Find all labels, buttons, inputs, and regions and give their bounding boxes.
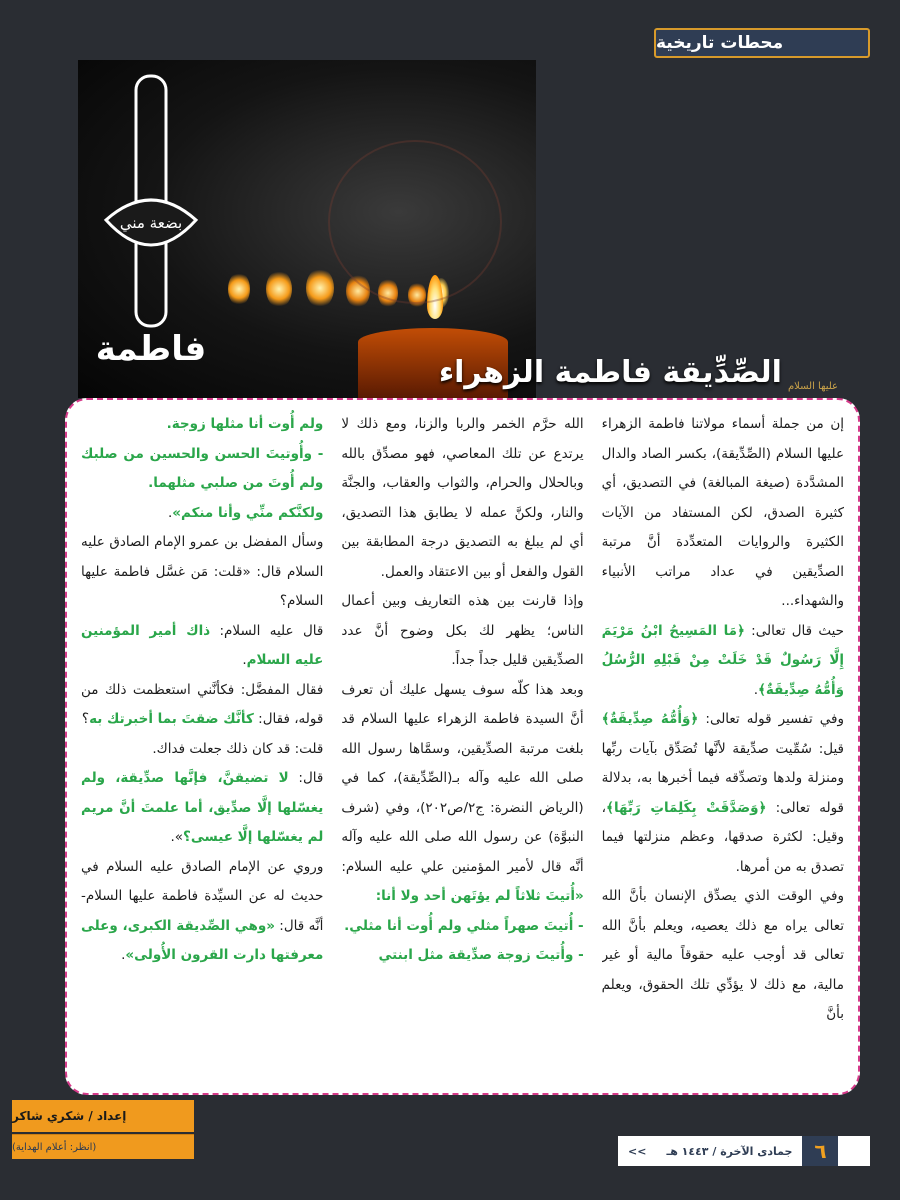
paragraph <box>341 410 583 587</box>
quote-text: - وأُوتيتَ الحسن والحسين من صلبك ولم أُوتَ من صلبي مثلهما. <box>81 445 324 491</box>
paragraph <box>81 528 323 617</box>
paragraph <box>602 882 844 1030</box>
credit-box <box>12 1100 194 1160</box>
source-note: (انظر: أعلام الهداية) <box>12 1134 194 1159</box>
calligraphy-sub-text: بضعة مني <box>119 214 183 232</box>
quote-text: ولم أُوت أنا مثلها زوجة. <box>166 416 324 432</box>
section-label: محطات تاريخية <box>654 28 870 58</box>
body-text: إن من جملة أسماء مولاتنا فاطمة الزهراء عليها السلام (الصِّدِّيقة)، بكسر الصاد والدال المشدَّدة (صيغة المبالغة) في التصديق، أي كثيرة الصدق، لكن المستفاد من الآيات الكثيرة والروايات المتعدِّدة أنَّ مرتبة الصدِّيقين في عداد مراتب الأنبياء والشهداء... <box>601 416 844 609</box>
paragraph <box>81 617 323 676</box>
quote-text: ولكنَّكم منِّي وأنا منكم» <box>172 504 324 521</box>
column-middle <box>341 410 583 1083</box>
body-text: . <box>753 681 758 698</box>
body-text: ؟ <box>81 711 90 727</box>
body-text: ، وقيل: لكثرة صدقها، وعظم منزلتها فيما تصدق به من أمرها. <box>601 799 844 875</box>
paragraph <box>81 676 323 735</box>
body-text: قال: <box>288 770 324 786</box>
article-body <box>65 398 860 1095</box>
issue-date: جمادى الآخرة / ١٤٤٣ هـ <box>666 1144 793 1158</box>
paragraph <box>81 735 323 765</box>
quote-text: «أُتيتَ ثلاثاً لم يؤتَهن أحد ولا أنا: <box>375 888 584 904</box>
body-text: قيل: سُمِّيت صدِّيقة لأنَّها تُصَدِّق بآيات ربِّها ومنزلة ولدها وتصدِّقه فيما أخبرها به، بدلالة قوله تعالى: <box>601 740 844 816</box>
paragraph <box>81 410 323 440</box>
body-text: وفي تفسير قوله تعالى: <box>698 711 844 727</box>
body-text: حيث قال تعالى: <box>744 622 844 639</box>
paragraph <box>341 912 583 942</box>
article-title-band <box>78 345 838 400</box>
paragraph <box>81 499 323 529</box>
body-text: وفي الوقت الذي يصدِّق الإنسان بأنَّ الله تعالى يراه مع ذلك يعصيه، ويعلم بأنَّ الله تعالى قد أوجب عليه حقوقاً مالية أو غير مالية، مع ذلك لا يؤدِّي تلك الحقوق، ويعلم بأنَّ <box>601 888 844 1022</box>
title-honorific: عليها السلام <box>787 381 838 392</box>
article-title: الصِّدِّيقة فاطمة الزهراء <box>438 355 782 390</box>
paragraph <box>81 440 323 499</box>
body-text: وإذا قارنت بين هذه التعاريف وبين أعمال الناس؛ يظهر لك بكل وضوح أنَّ عدد الصدِّيقين قليل جداً جداً. <box>341 593 584 668</box>
body-text: قال عليه السلام: <box>210 622 324 639</box>
body-text: الله حرَّم الخمر والربا والزنا، ومع ذلك لا يرتدع عن تلك المعاصي، فهو مصدِّق بالله وبالحلال والحرام، والثواب والعقاب، والجنَّة والنار، ولكنَّ عمله لا يطابق هذا التصديق، أي لم يبلغ به التصديق درجة المطابقة بين القول والفعل أو بين الاعتقاد والعمل. <box>341 416 584 580</box>
body-text: . <box>167 504 173 521</box>
paragraph <box>341 941 583 971</box>
body-text: وبعد هذا كلّه سوف يسهل عليك أن تعرف أنَّ السيدة فاطمة الزهراء عليها السلام قد بلغت مرتبة الصدِّيقين، وسمَّاها رسول الله صلى الله عليه وآله بـ(الصِّدِّيقة)، كما في (الرياض النضرة: ج٢/ص٢٠٢)، وفي (شرف النبوَّة) عن رسول الله صلى الله عليه وآله أنَّه قال لأمير المؤمنين علي عليه السلام: <box>341 681 584 875</box>
quote-text: ﴿وَصَدَّقَتْ بِكَلِمَاتِ رَبِّهَا﴾ <box>606 799 767 816</box>
paragraph <box>602 617 844 706</box>
magazine-page <box>12 0 900 1200</box>
body-text: . <box>121 947 126 963</box>
calligraphy-emblem <box>96 70 206 380</box>
body-text: . <box>242 652 247 668</box>
body-text: ». <box>170 829 184 845</box>
paragraph <box>81 853 323 971</box>
body-text: فقال المفضَّل: فكأنَّني استعظمت ذلك من قوله، فقال: <box>81 681 324 727</box>
paragraph <box>81 764 323 853</box>
paragraph <box>602 410 844 617</box>
background-calligraphy <box>328 140 502 304</box>
paragraph <box>341 587 583 676</box>
column-right <box>602 410 844 1083</box>
author-credit: إعداد / شكري شاكر <box>12 1100 194 1132</box>
body-text: وروي عن الإمام الصادق عليه السلام في حديث له عن السيِّدة فاطمة عليها السلام- أنَّه قال: <box>81 858 324 934</box>
page-number: ٦ <box>802 1136 838 1166</box>
paragraph <box>602 705 844 882</box>
page-footer <box>618 1136 870 1166</box>
column-left <box>81 410 323 1083</box>
quote-text: ﴿وَأُمُّهُ صِدِّيقَةٌ﴾ <box>601 711 699 727</box>
quote-text: «وهي الصِّديقة الكبرى، وعلى معرفتها دارت القرون الأُولى» <box>81 917 324 963</box>
quote-text: كأنَّك ضقتَ بما أخبرتك به <box>89 711 254 727</box>
quote-text: - وأُتيتَ زوجة صدِّيقة مثل ابنتي <box>378 947 584 963</box>
paragraph <box>341 676 583 912</box>
quote-text: ﴿مَا المَسِيحُ ابْنُ مَرْيَمَ إِلَّا رَسُولٌ قَدْ خَلَتْ مِنْ قَبْلِهِ الرُّسُلُ وَأُمُّهُ صِدِّيقَةٌ﴾ <box>601 622 844 698</box>
quote-text: ذاك أمير المؤمنين عليه السلام <box>81 622 324 668</box>
body-text: وسأل المفضل بن عمرو الإمام الصادق عليه السلام قال: «قلت: مَن غسَّل فاطمة عليها السلام؟ <box>81 534 324 609</box>
calligraphy-main-text: فاطمة <box>96 329 206 369</box>
quote-text: لا تضيقنَّ، فإنَّها صدِّيقة، ولم يغسّلها إلَّا صدِّيق، أما علمتَ أنَّ مريم لم يغسّلها إلَّا عيسى؟ <box>81 770 324 845</box>
body-text: قلت: قد كان ذلك جعلت فداك. <box>152 740 324 757</box>
nav-arrows: >> <box>628 1144 647 1158</box>
quote-text: - أُتيتَ صهراً مثلي ولم أُوت أنا مثلي. <box>344 917 584 934</box>
